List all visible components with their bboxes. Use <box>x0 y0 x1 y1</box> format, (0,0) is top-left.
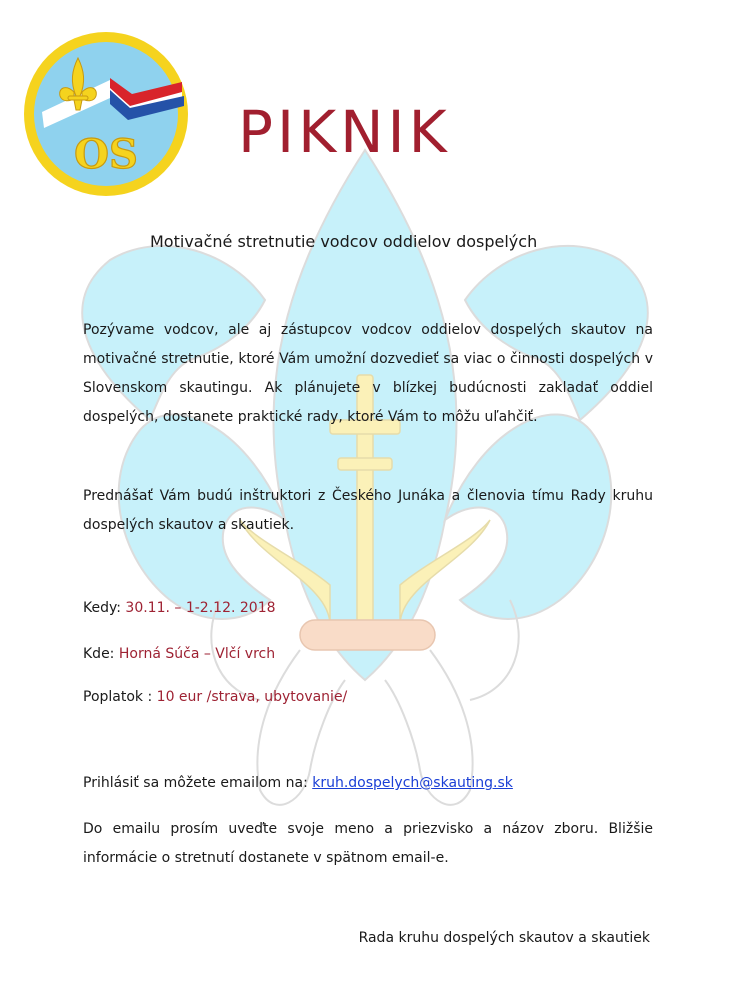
when-label: Kedy: <box>83 600 121 616</box>
page-subtitle: Motivačné stretnutie vodcov oddielov dospelých <box>150 232 538 251</box>
signup-email-link[interactable]: kruh.dospelych@skauting.sk <box>312 775 513 791</box>
lily-band <box>300 620 435 650</box>
speakers-paragraph: Prednášať Vám budú inštruktori z Českého Junáka a členovia tímu Rady kruhu dospelých skautov a skautiek. <box>83 488 653 533</box>
fee-row <box>83 689 347 705</box>
when-value: 30.11. – 1-2.12. 2018 <box>125 600 276 616</box>
signature: Rada kruhu dospelých skautov a skautiek <box>358 930 650 946</box>
invitation-paragraph: Pozývame vodcov, ale aj zástupcov vodcov oddielov dospelých skautov na motivačné stretnutie, ktoré Vám umožní dozvedieť sa viac o činnosti dospelých v Slovenskom skautingu. Ak plánujete v blízkej budúcnosti zakladať oddiel dospelých, dostanete praktické rady, ktoré Vám to môžu uľahčiť. <box>83 322 653 425</box>
page-title: PIKNIK <box>238 98 451 166</box>
when-row <box>83 600 276 616</box>
where-value: Horná Súča – Vlčí vrch <box>118 646 276 662</box>
signup-row <box>83 775 513 791</box>
fee-label: Poplatok : <box>83 689 153 705</box>
signup-instructions: Do emailu prosím uveďte svoje meno a priezvisko a názov zboru. Bližšie informácie o stretnutí dostanete v spätnom email-e. <box>83 821 653 866</box>
fee-value: 10 eur /strava, ubytovanie/ <box>156 689 348 705</box>
where-row <box>83 646 275 662</box>
where-label: Kde: <box>83 646 115 662</box>
signup-label: Prihlásiť sa môžete emailom na: <box>83 775 308 791</box>
logo-text: OS <box>74 131 138 178</box>
scout-logo <box>22 30 190 198</box>
